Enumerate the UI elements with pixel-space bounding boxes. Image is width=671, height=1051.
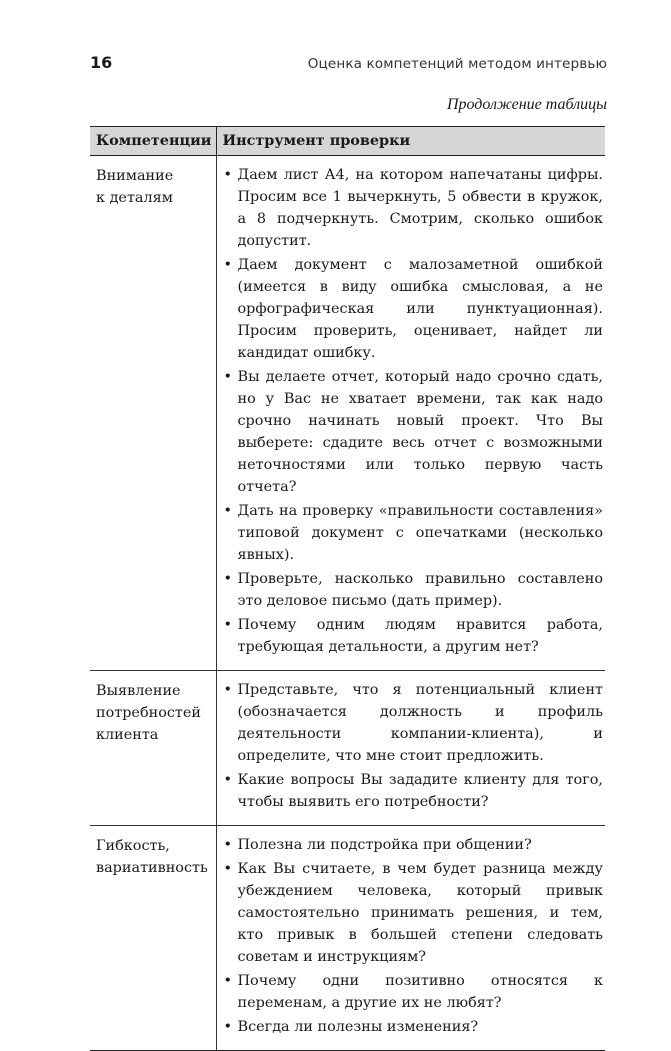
table-header-row [90, 127, 605, 156]
competency-label: Выявление потребностей клиента [96, 683, 201, 743]
column-header-competencies: Компетенции [90, 127, 216, 156]
list-item: • Проверьте, насколько правильно составлено это деловое письмо (дать пример). [223, 568, 604, 612]
list-item: • Даем лист А4, на котором напечатаны цифры. Просим все 1 вычеркнуть, 5 обвести в кружок, а 8 подчеркнуть. Смотрим, сколько ошибок допустит. [223, 164, 604, 252]
competency-table [90, 126, 605, 1051]
competency-cell [90, 826, 216, 1051]
tools-cell [216, 156, 605, 671]
tool-list [223, 679, 604, 813]
list-item: • Как Вы считаете, в чем будет разница между убеждением человека, который привык самостоятельно принимать решения, и тем, кто привык в большей степени следовать советам и инструкциям? [223, 858, 604, 968]
list-item: • Вы делаете отчет, который надо срочно сдать, но у Вас не хватает времени, так как надо срочно начинать новый проект. Что Вы выберете: сдадите весь отчет с возможными неточностями или только первую часть отчета? [223, 366, 604, 498]
list-item: • Полезна ли подстройка при общении? [223, 834, 604, 856]
list-item: • Дать на проверку «правильности составления» типовой документ с опечатками (несколько явных). [223, 500, 604, 566]
table-row [90, 156, 605, 671]
page-number: 16 [90, 53, 113, 72]
running-head [90, 53, 607, 72]
list-item: • Почему одним людям нравится работа, требующая детальности, а другим нет? [223, 614, 604, 658]
tool-list [223, 834, 604, 1038]
tools-cell [216, 671, 605, 826]
running-title: Оценка компетенций методом интервью [307, 56, 607, 72]
list-item: • Всегда ли полезны изменения? [223, 1016, 604, 1038]
list-item: • Даем документ с малозаметной ошибкой (имеется в виду ошибка смысловая, а не орфографическая или пунктуационная). Просим проверить, оценивает, найдет ли кандидат ошибку. [223, 254, 604, 364]
list-item: • Представьте, что я потенциальный клиент (обозначается должность и профиль деятельности компании-клиента), и определите, что мне стоит предложить. [223, 679, 604, 767]
competency-cell [90, 156, 216, 671]
table-row [90, 671, 605, 826]
competency-label: Внимание к деталям [96, 168, 174, 206]
tools-cell [216, 826, 605, 1051]
tool-list [223, 164, 604, 658]
competency-label: Гибкость, вариативность [96, 838, 208, 876]
competency-cell [90, 671, 216, 826]
list-item: • Почему одни позитивно относятся к переменам, а другие их не любят? [223, 970, 604, 1014]
column-header-tools: Инструмент проверки [216, 127, 605, 156]
list-item: • Какие вопросы Вы зададите клиенту для того, чтобы выявить его потребности? [223, 769, 604, 813]
table-continued-note: Продолжение таблицы [446, 96, 607, 113]
table-row [90, 826, 605, 1051]
